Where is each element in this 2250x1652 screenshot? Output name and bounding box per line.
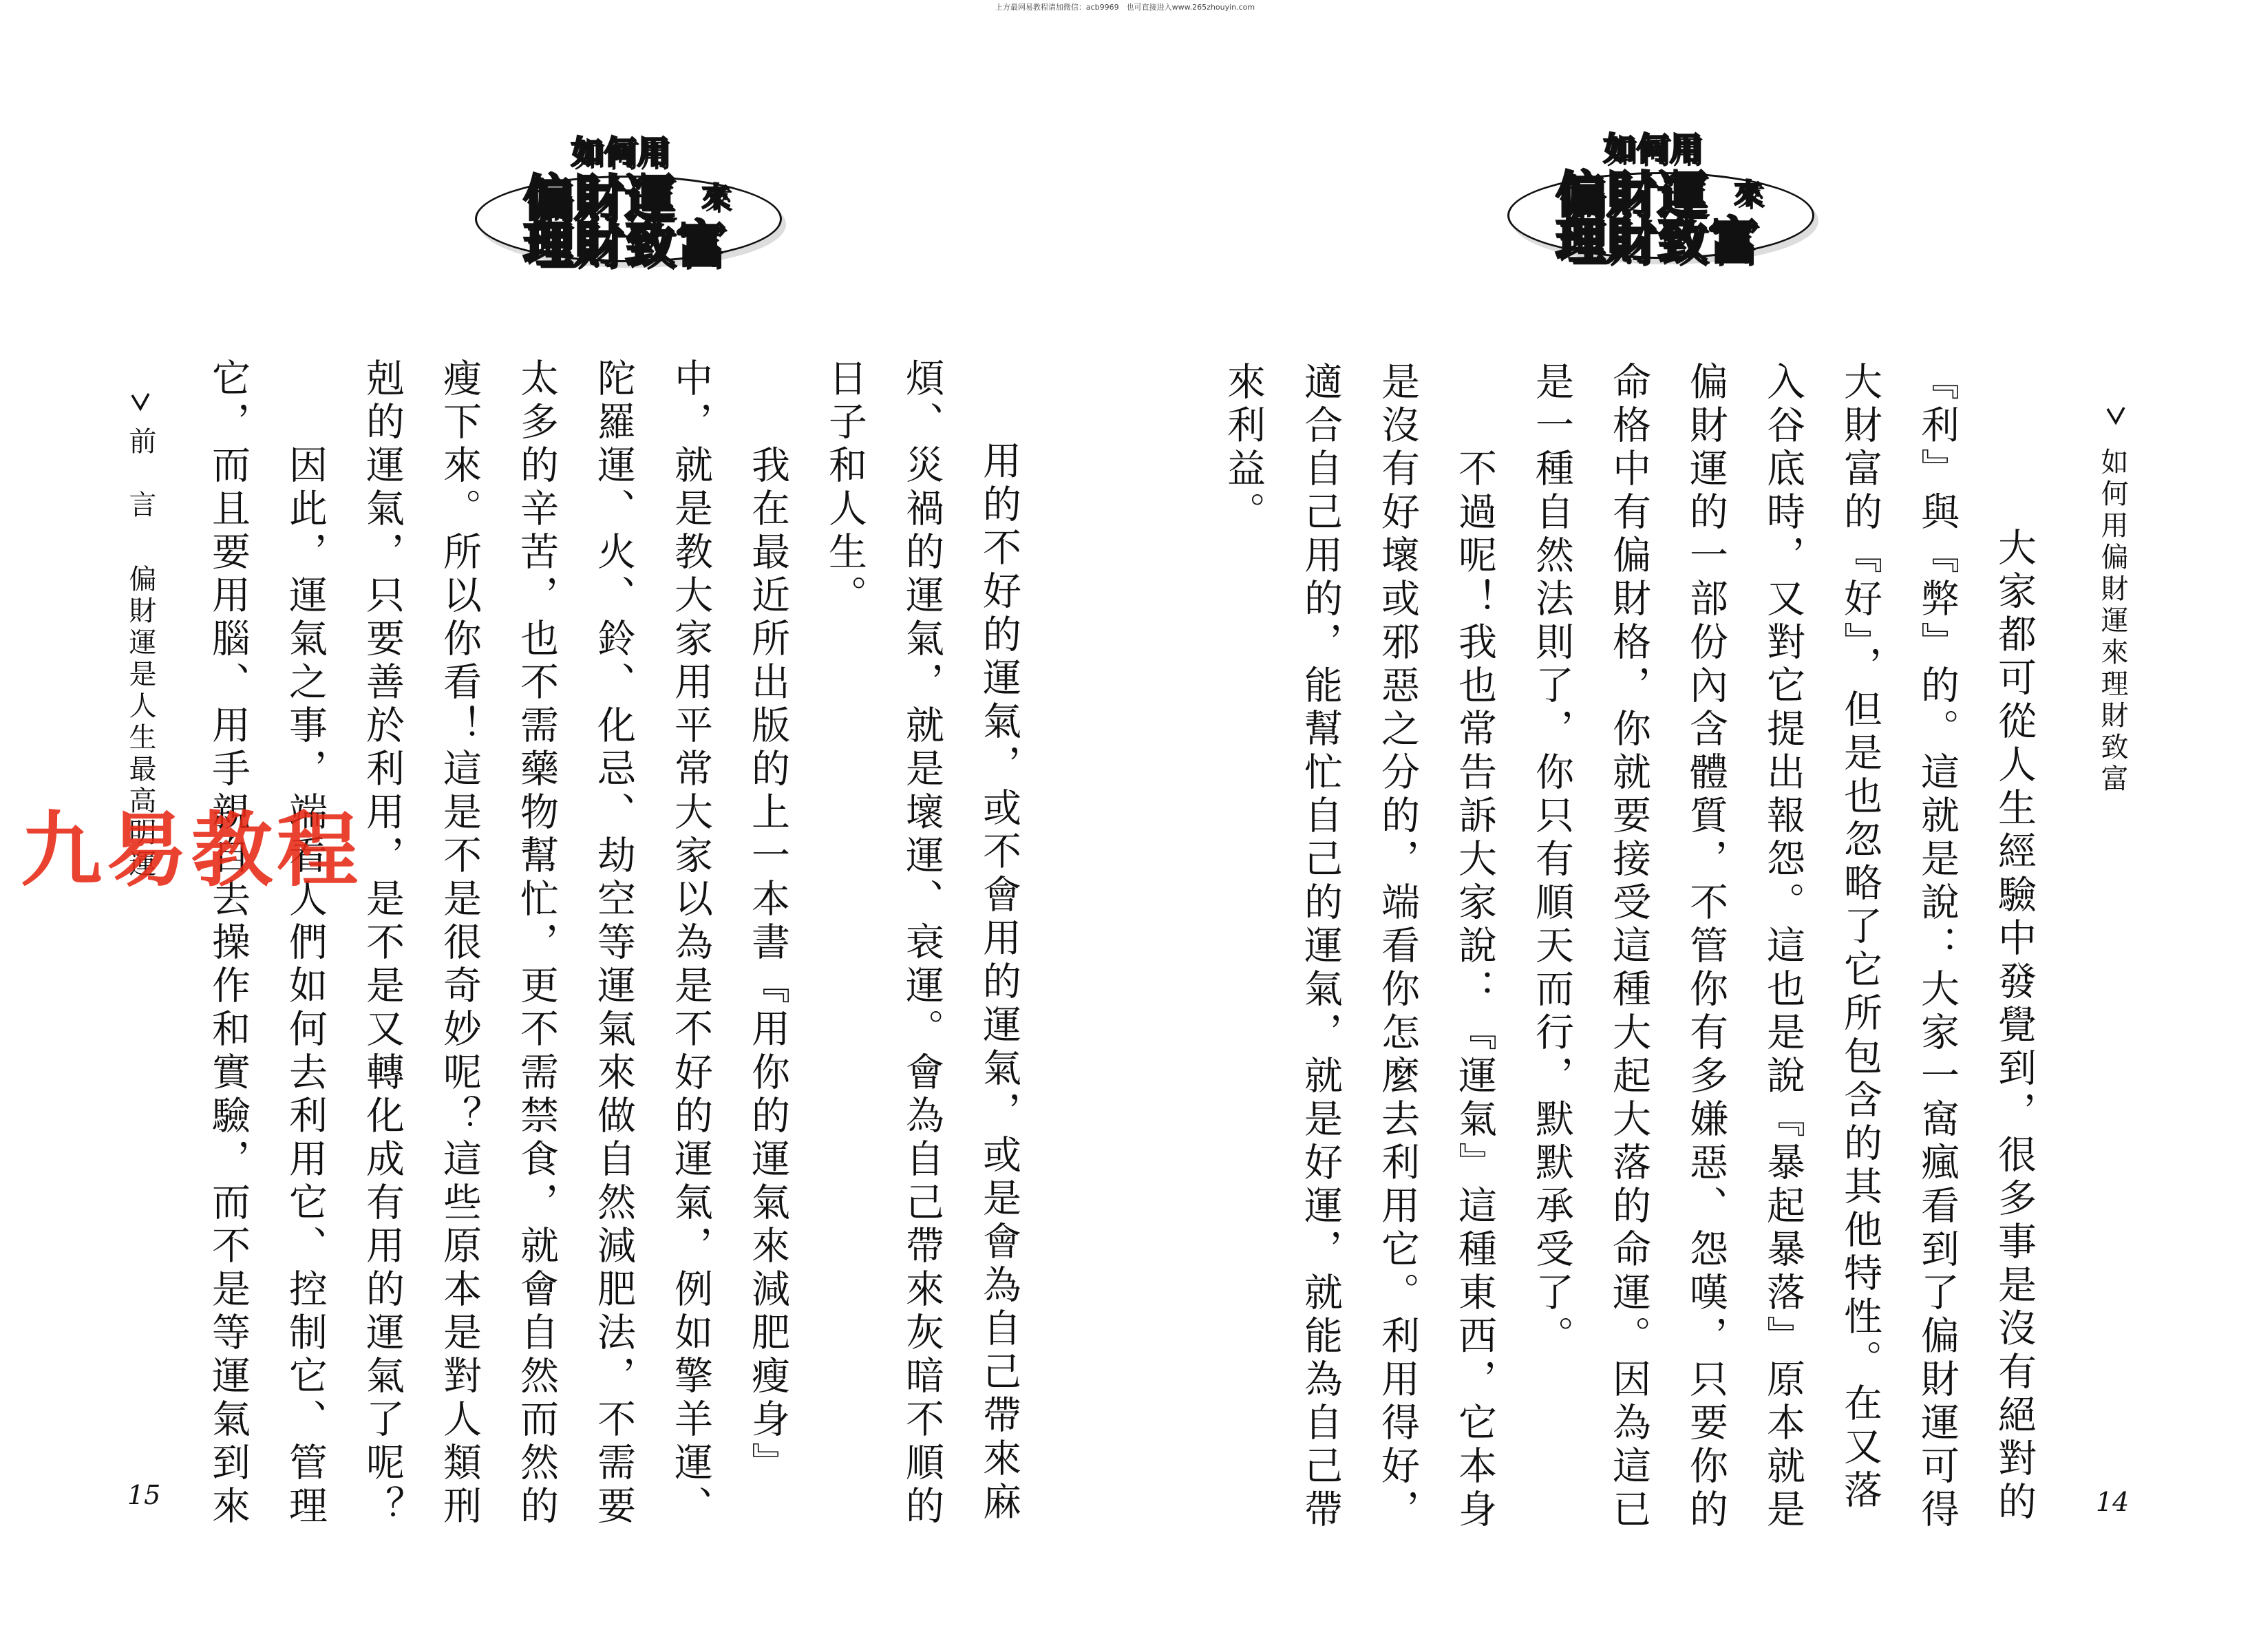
body-column: 命格中有偏財格，你就要接受這種大起大落的命運。因為這已 [1606, 361, 1651, 1532]
body-column: 我在最近所出版的上一本書『用你的運氣來減肥瘦身』 [745, 358, 790, 1485]
logo-line-1: 如何用 [1604, 130, 1703, 167]
logo-line-2-small: 來 [1734, 178, 1763, 210]
body-column: 中，就是教大家用平常大家以為是不好的運氣，例如擎羊運、 [668, 358, 713, 1529]
body-column: 偏財運的一部份內含體質，不管你有多嫌惡、怨嘆，只要你的 [1684, 361, 1728, 1532]
running-head-title: 偏財運是人生最高明運 [125, 564, 156, 881]
logo-line-3: 理財致富 [1556, 212, 1760, 270]
chevron-marker-icon [2106, 406, 2125, 425]
page-number: 15 [127, 1480, 161, 1510]
body-column: 不過呢！我也常告訴大家說：『運氣』這種東西，它本身 [1452, 361, 1497, 1532]
body-column: 是沒有好壞或邪惡之分的，端看你怎麼去利用它。利用得好， [1375, 361, 1420, 1532]
page-number: 14 [2096, 1487, 2130, 1517]
watermark: 九易教程 [21, 803, 363, 898]
body-column: 來利益。 [1221, 361, 1266, 535]
body-column: 大家都可從人生經驗中發覺到，很多事是沒有絕對的 [1992, 441, 2037, 1525]
body-column: 瘦下來。所以你看！這是不是很奇妙呢？這些原本是對人類刑 [437, 358, 482, 1529]
book-title-logo [475, 127, 785, 273]
logo-line-2-small: 來 [702, 182, 731, 213]
running-head-title: 如何用偏財運來理財致富 [2097, 447, 2128, 796]
logo-line-3: 理財致富 [523, 215, 728, 273]
body-column: 陀羅運、火、鈴、化忌、劫空等運氣來做自然減肥法，不需要 [591, 358, 636, 1529]
right-page [1125, 0, 2250, 1652]
book-title-logo [1507, 124, 1817, 270]
body-column: 適合自己用的，能幫忙自己的運氣，就是好運，就能為自己帶 [1298, 361, 1343, 1532]
body-column: 『利』與『弊』的。這就是說：大家一窩瘋看到了偏財運可得 [1915, 361, 1960, 1532]
body-column: 用的不好的運氣，或不會用的運氣，或是會為自己帶來麻 [977, 441, 1021, 1525]
running-head-section: 前 言 [125, 427, 156, 522]
body-column: 因此，運氣之事，端看人們如何去利用它、控制它、管理 [283, 358, 328, 1529]
logo-line-1: 如何用 [571, 134, 670, 171]
body-column: 大財富的『好』，但是也忽略了它所包含的其他特性。在又落 [1838, 361, 1882, 1513]
logo-line-2: 偏財運 [1556, 166, 1709, 224]
logo-line-2: 偏財運 [523, 169, 677, 227]
body-column: 日子和人生。 [822, 358, 867, 618]
body-column: 剋的運氣，只要善於利用，是不是又轉化成有用的運氣了呢？ [360, 358, 405, 1529]
body-column: 煩、災禍的運氣，就是壞運、衰運。會為自己帶來灰暗不順的 [900, 358, 944, 1529]
body-column: 太多的辛苦，也不需藥物幫忙，更不需禁食，就會自然而然的 [514, 358, 559, 1529]
body-column: 它，而且要用腦、用手親自去操作和實驗，而不是等運氣到來 [206, 358, 251, 1529]
body-column: 入谷底時，又對它提出報怨。這也是說『暴起暴落』原本就是 [1761, 361, 1805, 1532]
body-column: 是一種自然法則了，你只有順天而行，默默承受了。 [1529, 361, 1574, 1359]
top-banner: 上方最网易教程请加微信：acb9969 也可直接进入www.265zhouyin.com [995, 3, 1255, 12]
chevron-marker-icon [131, 392, 150, 412]
